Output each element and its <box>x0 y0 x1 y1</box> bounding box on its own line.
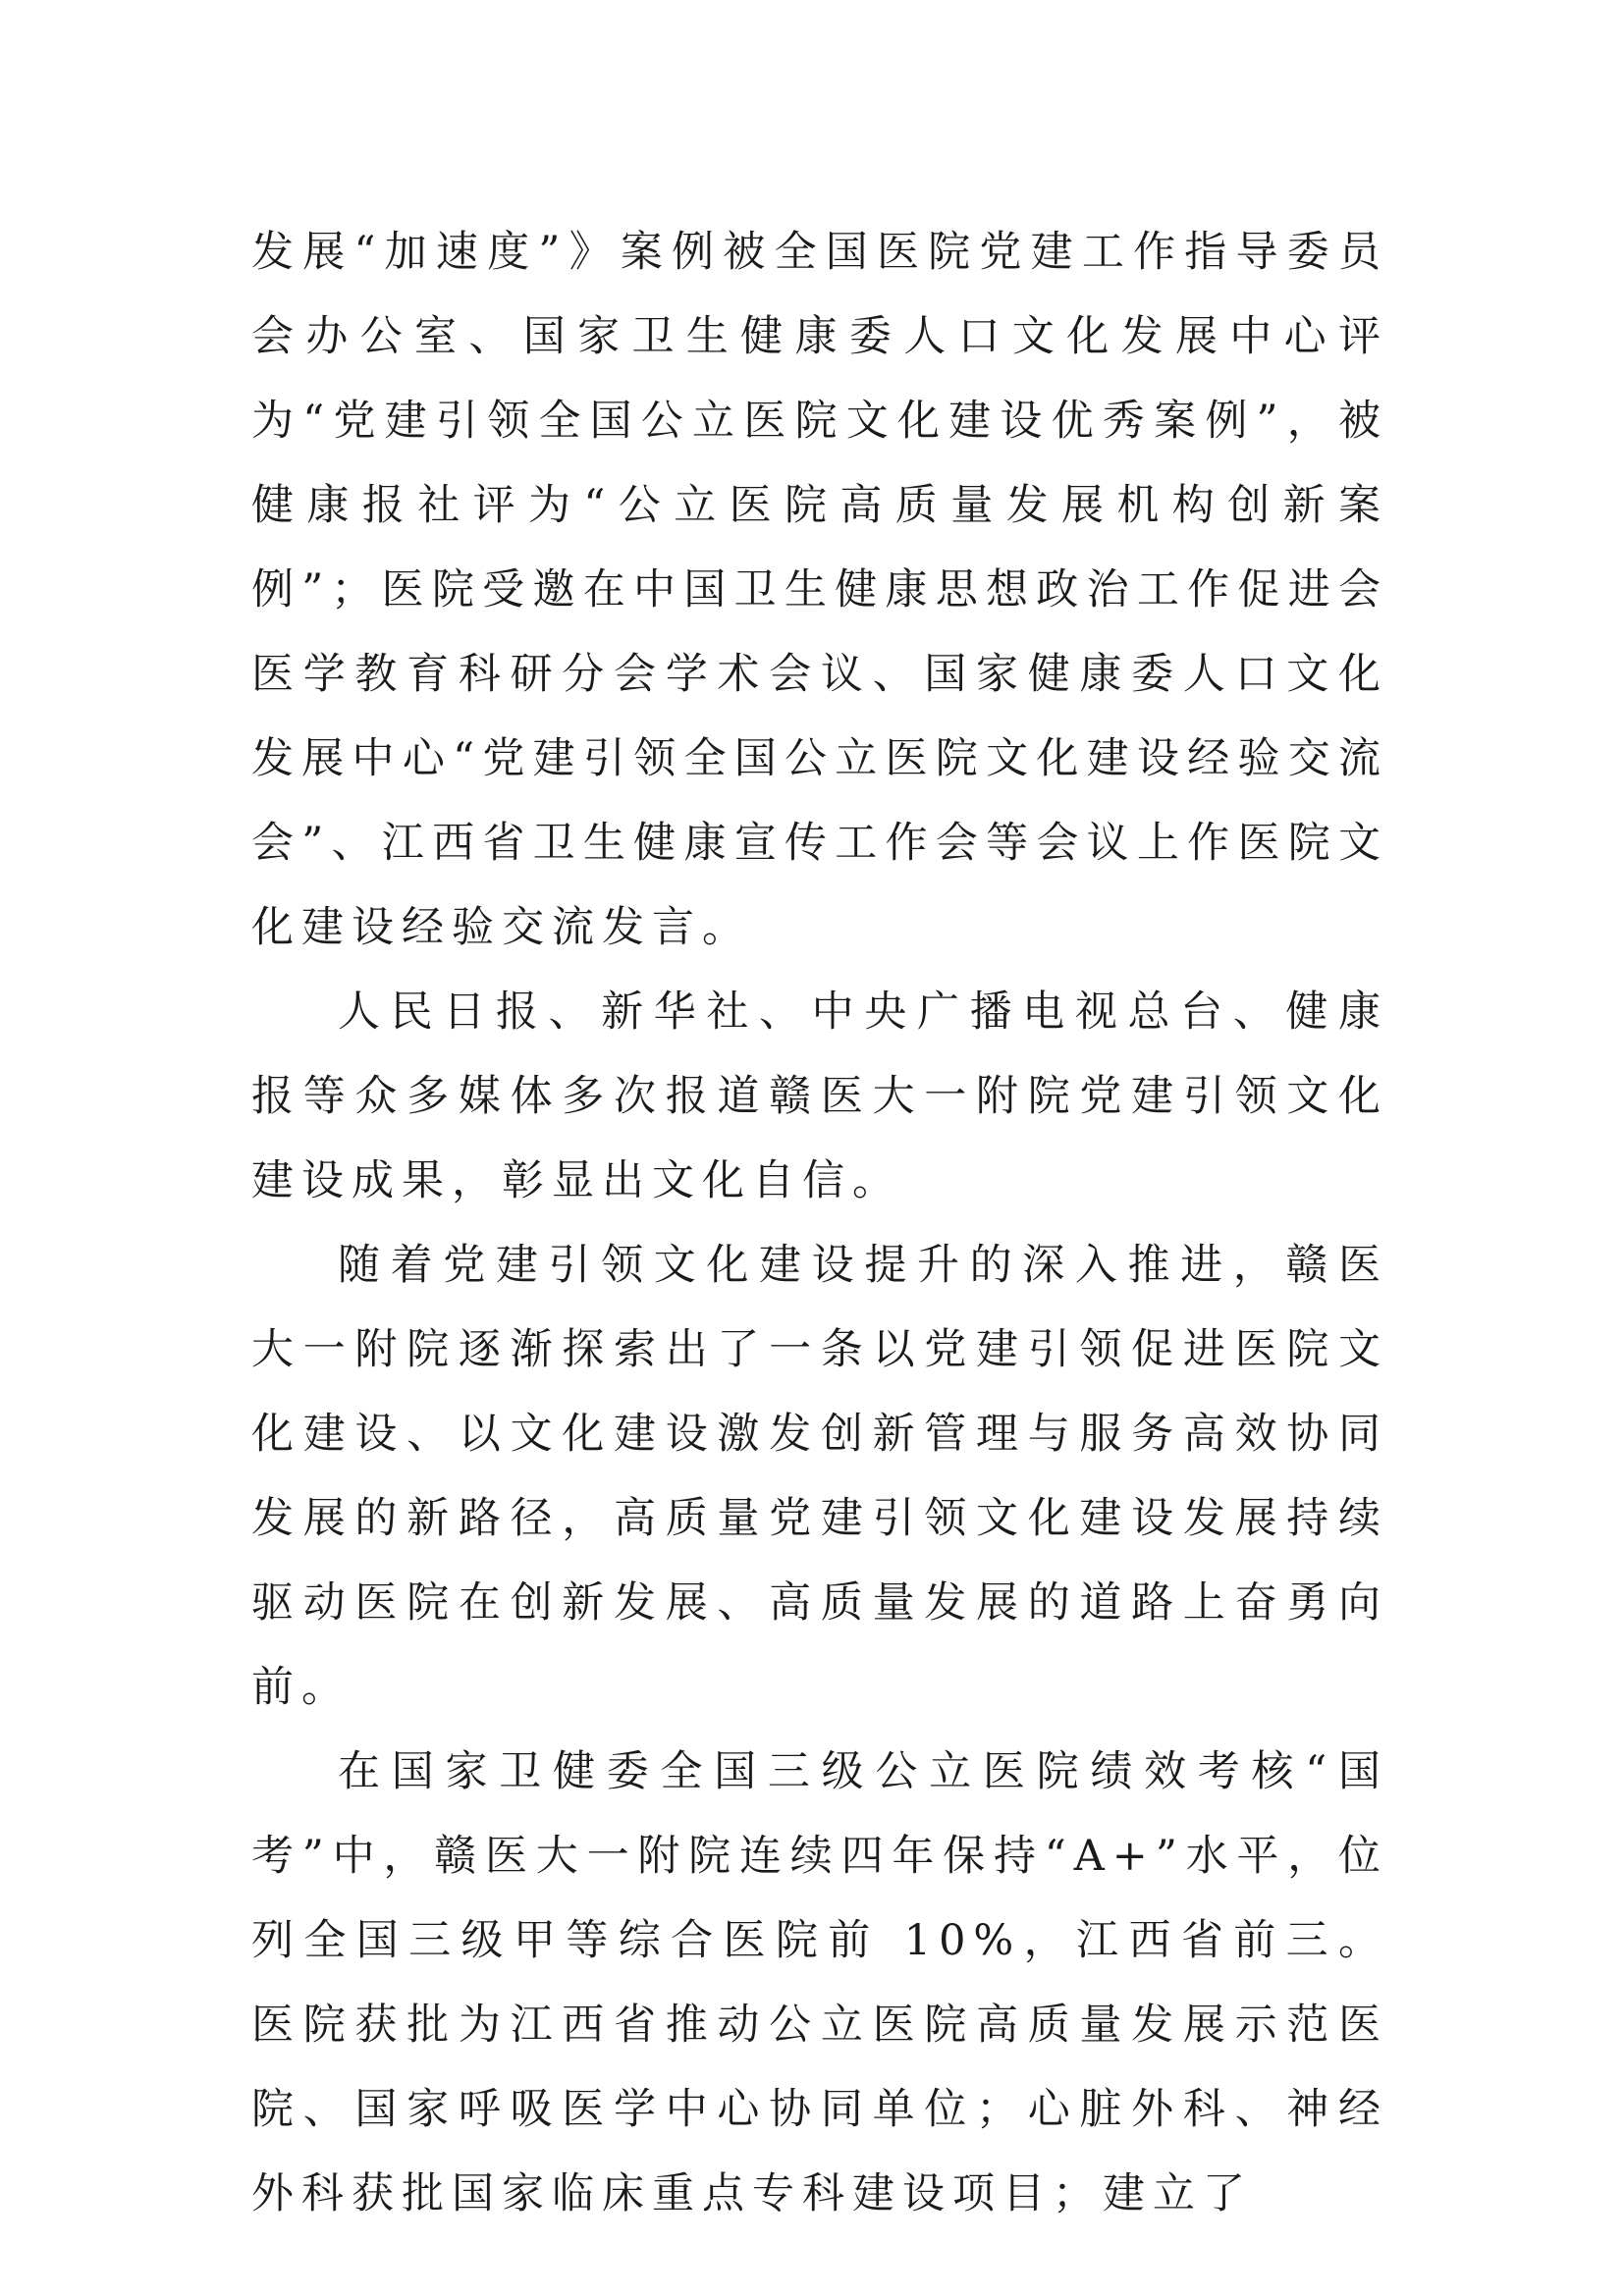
paragraph-media-coverage: 人民日报、新华社、中央广播电视总台、健康报等众多媒体多次报道赣医大一附院党建引领文化建设成果，彰显出文化自信。 <box>251 988 1388 1205</box>
document-page <box>251 210 1388 2236</box>
paragraph-awards: 发展“加速度”》案例被全国医院党建工作指导委员会办公室、国家卫生健康委人口文化发展中心评为“党建引领全国公立医院文化建设优秀案例”，被健康报社评为“公立医院高质量发展机构创新案例”；医院受邀在中国卫生健康思想政治工作促进会医学教育科研分会学术会议、国家健康委人口文化发展中心“党建引领全国公立医院文化建设经验交流会”、江西省卫生健康宣传工作会等会议上作医院文化建设经验交流发言。 <box>251 228 1388 952</box>
paragraph-new-path: 随着党建引领文化建设提升的深入推进，赣医大一附院逐渐探索出了一条以党建引领促进医院文化建设、以文化建设激发创新管理与服务高效协同发展的新路径，高质量党建引领文化建设发展持续驱动医院在创新发展、高质量发展的道路上奋勇向前。 <box>251 1241 1388 1712</box>
paragraph-performance: 在国家卫健委全国三级公立医院绩效考核“国考”中，赣医大一附院连续四年保持“A+”水平，位列全国三级甲等综合医院前 10%，江西省前三。医院获批为江西省推动公立医院高质量发展示范医院、国家呼吸医学中心协同单位；心脏外科、神经外科获批国家临床重点专科建设项目；建立了 <box>251 1747 1388 2218</box>
